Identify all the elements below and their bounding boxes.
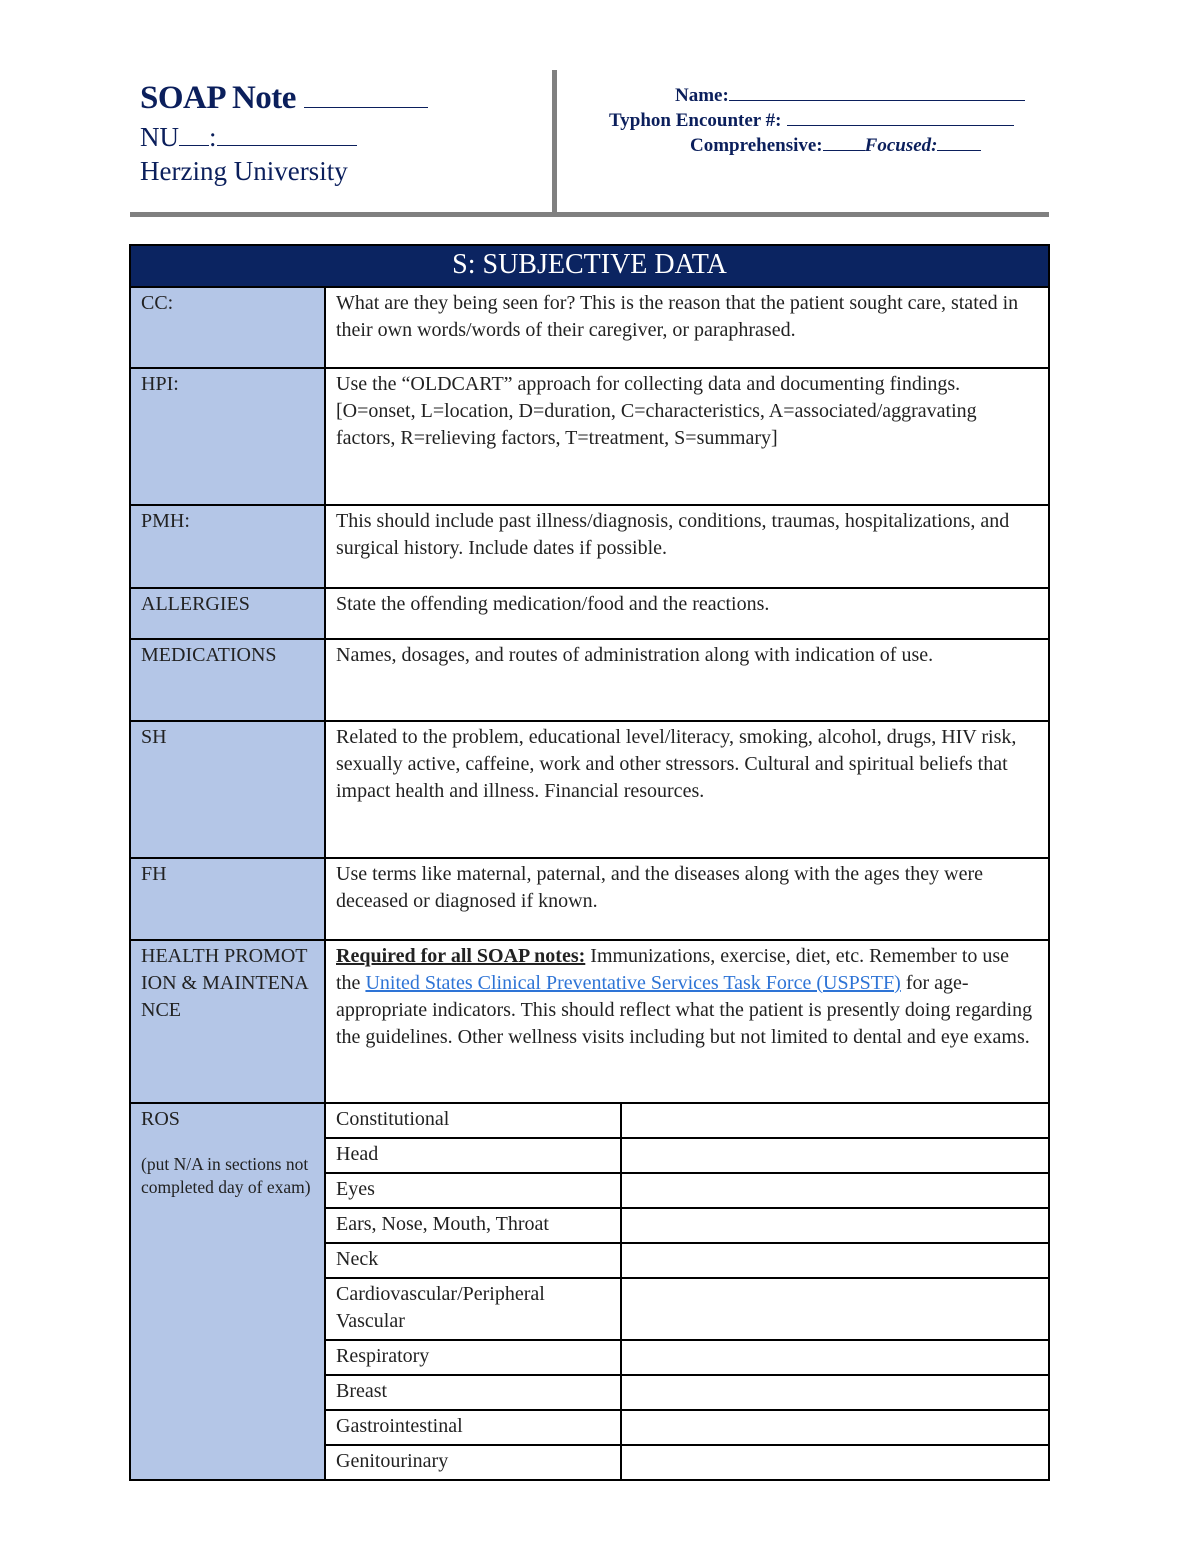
- table-row-health-promotion: [130, 940, 1049, 1103]
- ros-system: Cardiovascular/Peripheral Vascular: [325, 1278, 621, 1340]
- table-row: [130, 858, 1049, 940]
- row-description[interactable]: Names, dosages, and routes of administration along with indication of use.: [325, 639, 1049, 721]
- table-row: [130, 639, 1049, 721]
- row-label: ALLERGIES: [130, 588, 325, 639]
- ros-entry[interactable]: [621, 1138, 1049, 1173]
- ros-entry[interactable]: [621, 1375, 1049, 1410]
- health-text-1: Immunizations, exercise, diet, etc. Remember to use the: [336, 945, 1010, 994]
- ros-system: Respiratory: [325, 1340, 621, 1375]
- ros-entry[interactable]: [621, 1103, 1049, 1138]
- university-name: Herzing University: [140, 156, 348, 186]
- ros-system: Genitourinary: [325, 1445, 621, 1480]
- row-label: HPI:: [130, 368, 325, 505]
- ros-entry[interactable]: [621, 1340, 1049, 1375]
- row-description[interactable]: What are they being seen for? This is the reason that the patient sought care, stated in their own words/words of their caregiver, or paraphrased.: [325, 287, 1049, 368]
- header-left: [140, 78, 540, 188]
- row-label: SH: [130, 721, 325, 858]
- row-label: MEDICATIONS: [130, 639, 325, 721]
- ros-system: Constitutional: [325, 1103, 621, 1138]
- ros-note: (put N/A in sections not completed day of exam): [141, 1154, 311, 1197]
- encounter-type-field[interactable]: Comprehensive: Focused:: [690, 132, 981, 158]
- row-description[interactable]: Use the “OLDCART” approach for collecting data and documenting findings. [O=onset, L=location, D=duration, C=characteristics, A=associated/aggravating factors, R=relieving factors, T=treatment, S=summary]: [325, 368, 1049, 505]
- row-label: CC:: [130, 287, 325, 368]
- table-row: [130, 721, 1049, 858]
- table-row: [130, 368, 1049, 505]
- ros-entry[interactable]: [621, 1173, 1049, 1208]
- ros-label: ROS: [141, 1108, 180, 1130]
- health-text-2: for age-appropriate indicators. This should reflect what the patient is presently doing regarding the guidelines. Other wellness visits including but not limited to dental and eye exams.: [336, 972, 1033, 1048]
- ros-system: Gastrointestinal: [325, 1410, 621, 1445]
- document-title: SOAP Note: [140, 78, 540, 118]
- section-header: S: SUBJECTIVE DATA: [130, 245, 1049, 287]
- course-number-line: NU :: [140, 120, 540, 154]
- ros-system: Head: [325, 1138, 621, 1173]
- header-divider: [552, 70, 557, 214]
- ros-system: Ears, Nose, Mouth, Throat: [325, 1208, 621, 1243]
- ros-entry[interactable]: [621, 1243, 1049, 1278]
- ros-system: Breast: [325, 1375, 621, 1410]
- row-description[interactable]: [325, 940, 1049, 1103]
- ros-system: Neck: [325, 1243, 621, 1278]
- ros-entry[interactable]: [621, 1410, 1049, 1445]
- name-field[interactable]: Name:: [675, 82, 1025, 108]
- row-description[interactable]: State the offending medication/food and the reactions.: [325, 588, 1049, 639]
- ros-entry[interactable]: [621, 1278, 1049, 1340]
- ros-entry[interactable]: [621, 1445, 1049, 1480]
- ros-entry[interactable]: [621, 1208, 1049, 1243]
- row-description[interactable]: Related to the problem, educational level/literacy, smoking, alcohol, drugs, HIV risk, sexually active, caffeine, work and other stressors. Cultural and spiritual beliefs that impact health and illness. Financial resources.: [325, 721, 1049, 858]
- row-description[interactable]: This should include past illness/diagnosis, conditions, traumas, hospitalizations, and surgical history. Include dates if possible.: [325, 505, 1049, 588]
- typhon-encounter-field[interactable]: Typhon Encounter #:: [609, 107, 1014, 133]
- row-label: PMH:: [130, 505, 325, 588]
- row-description[interactable]: Use terms like maternal, paternal, and the diseases along with the ages they were deceased or diagnosed if known.: [325, 858, 1049, 940]
- ros-label-cell: [130, 1103, 325, 1480]
- required-note: Required for all SOAP notes:: [336, 945, 586, 967]
- row-label: HEALTH PROMOTION & MAINTENANCE: [130, 940, 325, 1103]
- uspstf-link[interactable]: United States Clinical Preventative Services Task Force (USPSTF): [365, 972, 901, 994]
- subjective-table: [129, 244, 1050, 1481]
- row-label: FH: [130, 858, 325, 940]
- header-rule: [130, 212, 1049, 217]
- ros-system: Eyes: [325, 1173, 621, 1208]
- ros-row: [130, 1103, 1049, 1138]
- table-row: [130, 505, 1049, 588]
- table-row: [130, 588, 1049, 639]
- table-row: [130, 287, 1049, 368]
